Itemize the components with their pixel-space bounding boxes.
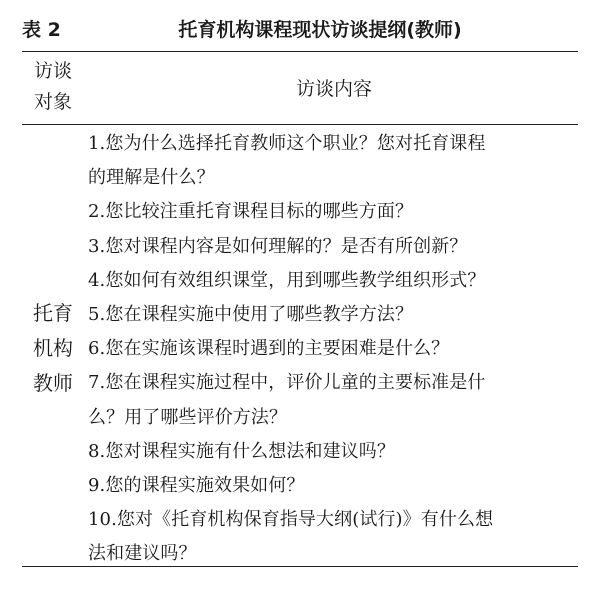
question-line: 的理解是什么？ bbox=[88, 167, 215, 189]
header-object-line: 访谈 bbox=[33, 60, 72, 82]
question-line: 法和建议吗？ bbox=[88, 543, 197, 565]
table-number: 表 2 bbox=[22, 19, 61, 41]
table-header-rule bbox=[22, 124, 578, 125]
object-line: 机构 bbox=[33, 336, 73, 360]
question-line: 5.您在课程实施中使用了哪些教学方法？ bbox=[88, 304, 414, 326]
interview-object-cell bbox=[22, 296, 84, 401]
table-caption bbox=[22, 14, 578, 46]
question-line: 10.您对《托育机构保育指导大纲(试行)》有什么想 bbox=[88, 509, 494, 531]
question-line: 3.您对课程内容是如何理解的？是否有所创新？ bbox=[88, 235, 468, 257]
header-interview-content: 访谈内容 bbox=[295, 78, 372, 100]
table-top-rule bbox=[22, 51, 578, 52]
question-line: 7.您在课程实施过程中，评价儿童的主要标准是什 bbox=[88, 372, 486, 394]
table-title: 托育机构课程现状访谈提纲(教师) bbox=[178, 19, 462, 41]
object-line: 教师 bbox=[33, 371, 73, 395]
question-line: 4.您如何有效组织课堂，用到哪些教学组织形式？ bbox=[88, 269, 486, 291]
interview-questions bbox=[88, 127, 580, 572]
header-object-line: 对象 bbox=[33, 91, 72, 113]
table-bottom-rule bbox=[22, 566, 578, 567]
question-line: 9.您的课程实施效果如何？ bbox=[88, 475, 305, 497]
object-line: 托育 bbox=[33, 301, 73, 325]
question-line: 么？用了哪些评价方法？ bbox=[88, 406, 288, 428]
question-line: 1.您为什么选择托育教师这个职业？您对托育课程 bbox=[88, 133, 486, 154]
question-line: 2.您比较注重托育课程目标的哪些方面？ bbox=[88, 201, 414, 223]
header-interview-object bbox=[22, 56, 84, 118]
question-line: 6.您在实施该课程时遇到的主要困难是什么？ bbox=[88, 338, 450, 360]
question-line: 8.您对课程实施有什么想法和建议吗？ bbox=[88, 440, 395, 462]
